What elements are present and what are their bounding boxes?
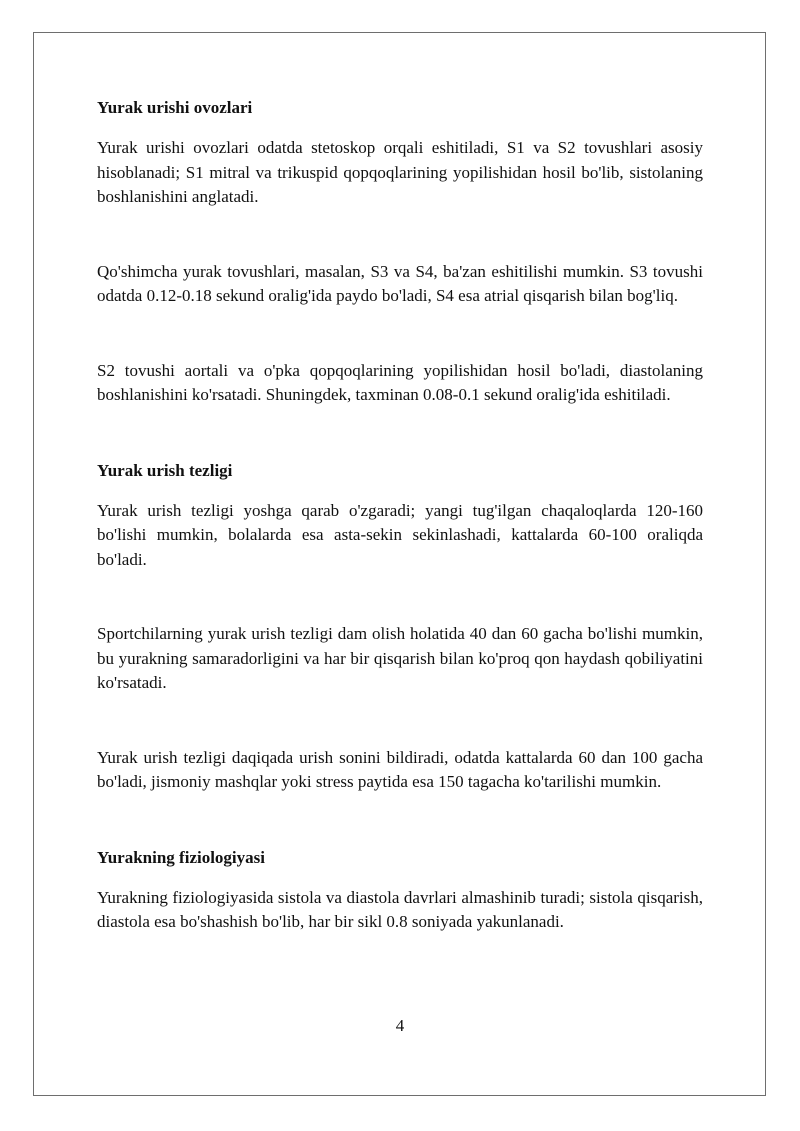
- paragraph: Yurak urish tezligi yoshga qarab o'zgaradi; yangi tug'ilgan chaqaloqlarda 120-160 bo'lishi mumkin, bolalarda esa asta-sekin sekinlashadi, kattalarda 60-100 oraliqda bo'ladi.: [97, 500, 703, 569]
- paragraph: Yurakning fiziologiyasida sistola va diastola davrlari almashinib turadi; sistola qisqarish, diastola esa bo'shashish bo'lib, har bir sikl 0.8 soniyada yakunlanadi.: [97, 887, 703, 931]
- paragraph: Sportchilarning yurak urish tezligi dam olish holatida 40 dan 60 gacha bo'lishi mumkin, bu yurakning samaradorligini va har bir qisqarish bilan ko'proq qon haydash qobiliyatini ko'rsatadi.: [97, 624, 703, 692]
- document-body: [97, 96, 703, 935]
- section-heading: Yurak urishi ovozlari: [97, 98, 253, 117]
- section-heading: Yurakning fiziologiyasi: [97, 847, 265, 867]
- section-heart-sounds: [97, 96, 703, 408]
- paragraph: S2 tovushi aortali va o'pka qopqoqlarining yopilishidan hosil bo'ladi, diastolaning boshlanishini ko'rsatadi. Shuningdek, taxminan 0.08-0.1 sekund oralig'ida eshitiladi.: [97, 360, 703, 404]
- section-heading: Yurak urish tezligi: [97, 460, 233, 480]
- page-number: 4: [395, 1016, 405, 1035]
- paragraph: Yurak urishi ovozlari odatda stetoskop orqali eshitiladi, S1 va S2 tovushlari asosiy hisoblanadi; S1 mitral va trikuspid qopqoqlarining yopilishidan hosil bo'lib, sistolaning boshlanishini anglatadi.: [97, 138, 703, 206]
- paragraph: Yurak urish tezligi daqiqada urish sonini bildiradi, odatda kattalarda 60 dan 100 gacha bo'ladi, jismoniy mashqlar yoki stress paytida esa 150 tagacha ko'tarilishi mumkin.: [97, 747, 703, 791]
- paragraph: Qo'shimcha yurak tovushlari, masalan, S3 va S4, ba'zan eshitilishi mumkin. S3 tovushi odatda 0.12-0.18 sekund oralig'ida paydo bo'ladi, S4 esa atrial qisqarish bilan bog'liq.: [97, 261, 703, 305]
- section-heart-rate: [97, 459, 703, 795]
- section-heart-physiology: [97, 846, 703, 935]
